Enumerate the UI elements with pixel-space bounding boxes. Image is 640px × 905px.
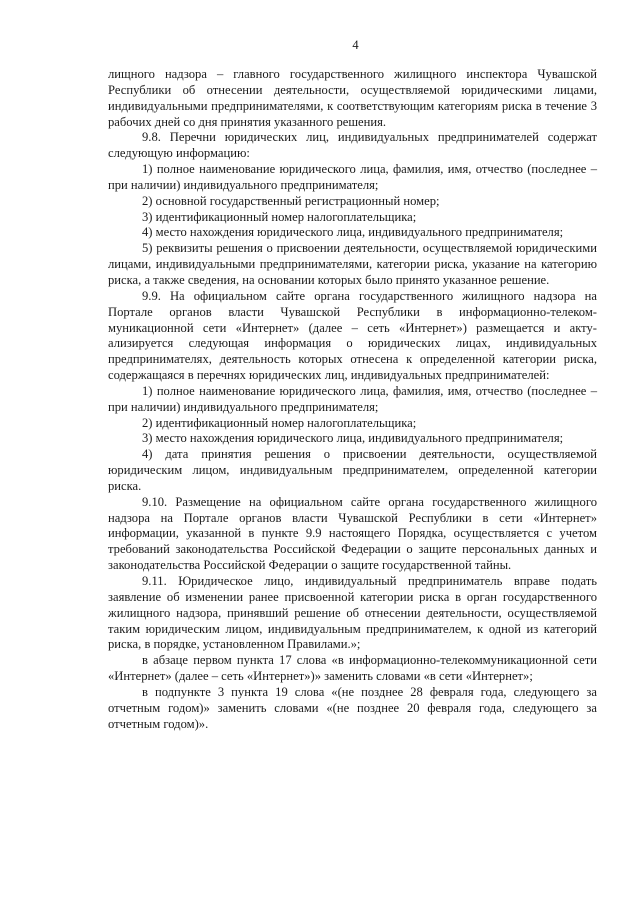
list-item-9-8-4: 4) место нахождения юридического лица, индивидуального предпринимателя; xyxy=(142,225,564,240)
amendment-paragraph-17: в абзаце первом пункта 17 слова «в информационно-телекоммуникационной сети «Интернет» (далее – сеть «Интернет»)» заменить словами «в сети «Интернет»; xyxy=(108,653,597,684)
page-number: 4 xyxy=(352,38,359,52)
paragraph-9-8: 9.8. Перечни юридических лиц, индивидуальных предпринимателей содержат следующую информацию: xyxy=(108,130,597,161)
list-item-9-8-1: 1) полное наименование юридического лица, фамилия, имя, отчество (последнее – при наличии) индивидуального предпринимателя; xyxy=(108,162,597,192)
paragraph-9-11: 9.11. Юридическое лицо, индивидуальный предприниматель вправе подать заявление об изменении ранее присвоенной категории риска в орган государственного жилищного надзора, принявший решение об отнесении деятельности, осуществляемой таким юридическим лицом, индивидуальным предпринимателем, к одной из категорий риска, в порядке, установленном Правилами.»; xyxy=(108,574,597,652)
list-item-9-9-4: 4) дата принятия решения о присвоении деятельности, осуществляемой юридическим лицом, индивидуальным предпринимателем, определенной категории риска. xyxy=(108,447,597,493)
list-item-9-9-2: 2) идентификационный номер налогоплательщика; xyxy=(142,415,417,430)
paragraph-9-9: 9.9. На официальном сайте органа государственного жилищного надзора на Портале органов власти Чувашской Республики в информационно-телекоммуникационной сети «Интернет» (далее – сеть «Интернет») размещается и актуализируется следующая информация о юридических лицах, индивидуальных предпринимателях, деятельность которых отнесена к определенной категории риска, содержащаяся в перечнях юридических лиц, индивидуальных предпринимателей: xyxy=(108,288,597,383)
list-item-9-8-5: 5) реквизиты решения о присвоении деятельности, осуществляемой юридическими лицами, индивидуальными предпринимателями, категории риска, указание на категорию риска, а также сведения, на основании которых было принято указанное решение. xyxy=(108,241,597,287)
list-item-9-9-1: 1) полное наименование юридического лица, фамилия, имя, отчество (последнее – при наличии) индивидуального предпринимателя; xyxy=(108,383,597,414)
amendment-paragraph-19: в подпункте 3 пункта 19 слова «(не позднее 28 февраля года, следующего за отчетным годом)» заменить словами «(не позднее 20 февраля года, следующего за отчетным годом)». xyxy=(108,684,597,731)
paragraph-continuation: лищного надзора – главного государственного жилищного инспектора Чувашской Республики об отнесении деятельности, осуществляемой юридическими лицами, индивидуальными предпринимателями, к соответствующим категориям риска в течение 3 рабочих дней со дня принятия указанного решения. xyxy=(108,67,597,129)
paragraph-9-10: 9.10. Размещение на официальном сайте органа государственного жилищного надзора на Портале органов власти Чувашской Республики в сети «Интернет» информации, указанной в пункте 9.9 настоящего Порядка, осуществляется с учетом требований законодательства Российской Федерации о защите персональных данных и законодательства Российской Федерации о защите государственной тайны. xyxy=(108,494,597,573)
list-item-9-8-2: 2) основной государственный регистрационный номер; xyxy=(142,193,440,208)
list-item-9-9-3: 3) место нахождения юридического лица, индивидуального предпринимателя; xyxy=(142,431,564,446)
document-body xyxy=(108,67,597,732)
list-item-9-8-3: 3) идентификационный номер налогоплательщика; xyxy=(142,209,417,224)
